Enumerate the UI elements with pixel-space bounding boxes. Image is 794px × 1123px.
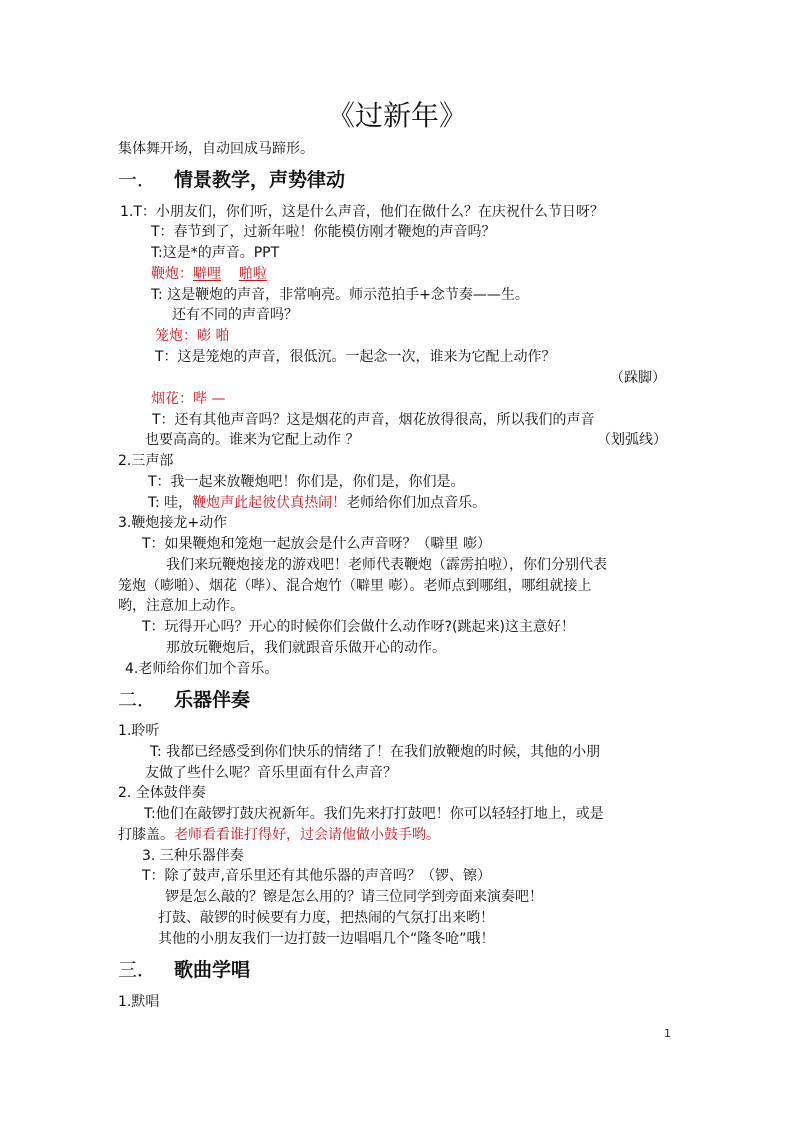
paragraph-line: T：除了鼓声,音乐里还有其他乐器的声音吗？（锣、镲）	[142, 868, 492, 884]
subsection-heading: 1.默唱	[118, 994, 160, 1010]
document-title: 《过新年》	[326, 99, 467, 132]
paragraph-line: T：这是笼炮的声音，很低沉。一起念一次，谁来为它配上动作？	[155, 349, 556, 365]
paragraph-line: T：还有其他声音吗？这是烟花的声音，烟花放得很高，所以我们的声音	[152, 412, 595, 428]
sound-label-firecracker	[151, 264, 267, 284]
paragraph-line: 笼炮（嘭啪）、烟花（哔）、混合炮竹（噼里 嘭）。老师点到哪组，哪组就接上	[118, 578, 592, 594]
section-title: 情景教学，声势律动	[174, 169, 346, 191]
paragraph-line: T:这是*的声音。PPT	[151, 245, 280, 261]
section-number: 二．	[118, 689, 157, 711]
highlight-text: 鞭炮声此起彼伏真热闹！	[192, 495, 347, 511]
text-run: 老师给你们加点音乐。	[346, 495, 487, 511]
section-heading-2	[118, 687, 250, 713]
subsection-heading: 3. 三种乐器伴奏	[142, 848, 244, 864]
paragraph-line: 我们来玩鞭炮接龙的游戏吧！老师代表鞭炮（霹雳拍啦），你们分别代表	[166, 557, 607, 573]
subsection-heading: 4.老师给你们加个音乐。	[125, 661, 279, 677]
paragraph-line: T：玩得开心吗？开心的时候你们会做什么动作呀?(跳起来)这主意好！	[142, 619, 575, 635]
paragraph-line: 还有不同的声音吗？	[172, 307, 298, 323]
section-number: 三．	[118, 959, 157, 981]
paragraph-line: 打鼓、敲锣的时候要有力度，把热闹的气氛打出来哟！	[158, 910, 494, 926]
paragraph-line: T:他们在敲锣打鼓庆祝新年。我们先来打打鼓吧！你可以轻轻打地上，或是	[144, 806, 604, 822]
paragraph-line: T: 我都已经感受到你们快乐的情绪了！在我们放鞭炮的时候，其他的小朋	[150, 744, 601, 760]
paragraph-line: 哟，注意加上动作。	[118, 598, 244, 614]
paragraph-line: 1.T：小朋友们，你们听，这是什么声音，他们在做什么？在庆祝什么节日呀？	[120, 204, 604, 220]
subsection-heading: 1.聆听	[118, 723, 160, 739]
sound-label-cannon: 笼炮：嘭 啪	[155, 328, 230, 344]
paragraph-line	[118, 825, 440, 845]
highlight-text: 老师看看谁打得好，过会请他做小鼓手哟。	[174, 827, 440, 843]
section-heading-1	[118, 167, 345, 193]
text-run: T: 哇，	[148, 495, 193, 511]
section-title: 乐器伴奏	[174, 689, 251, 711]
sound-word: 啪啦	[238, 266, 267, 282]
action-note: （划弧线）	[597, 432, 667, 448]
paragraph-line: T: 这是鞭炮的声音，非常响亮。师示范拍手+念节奏——生。	[151, 287, 529, 303]
section-heading-3	[118, 957, 250, 983]
text-run: 打膝盖。	[118, 827, 174, 843]
paragraph-line: T：我一起来放鞭炮吧！你们是，你们是，你们是。	[148, 474, 465, 490]
paragraph-line: 锣是怎么敲的？镲是怎么用的？请三位同学到旁面来演奏吧！	[165, 889, 543, 905]
paragraph-line	[148, 493, 486, 513]
page-number: 1	[664, 1027, 671, 1040]
paragraph-line: T：春节到了，过新年啦！你能模仿刚才鞭炮的声音吗？	[151, 224, 496, 240]
intro-text: 集体舞开场，自动回成马蹄形。	[118, 141, 314, 157]
section-title: 歌曲学唱	[174, 959, 251, 981]
subsection-heading: 2.三声部	[118, 453, 174, 469]
sound-label-fireworks: 烟花：哔 —	[151, 391, 226, 407]
paragraph-line: T：如果鞭炮和笼炮一起放会是什么声音呀？（噼里 嘭）	[142, 536, 492, 552]
subsection-heading: 2. 全体鼓伴奏	[118, 785, 206, 801]
sound-name: 鞭炮：	[151, 266, 193, 282]
subsection-heading: 3.鞭炮接龙+动作	[118, 515, 228, 531]
paragraph-line: 其他的小朋友我们一边打鼓一边唱唱几个“隆冬呛”哦！	[158, 931, 495, 947]
paragraph-line: 也要高高的。谁来为它配上动作 ？	[145, 432, 360, 448]
sound-word: 噼哩	[193, 266, 221, 282]
paragraph-line: 那放玩鞭炮后，我们就跟音乐做开心的动作。	[166, 640, 446, 656]
section-number: 一．	[118, 169, 157, 191]
action-note: （跺脚）	[610, 370, 666, 386]
paragraph-line: 友做了些什么呢？音乐里面有什么声音？	[145, 765, 397, 781]
